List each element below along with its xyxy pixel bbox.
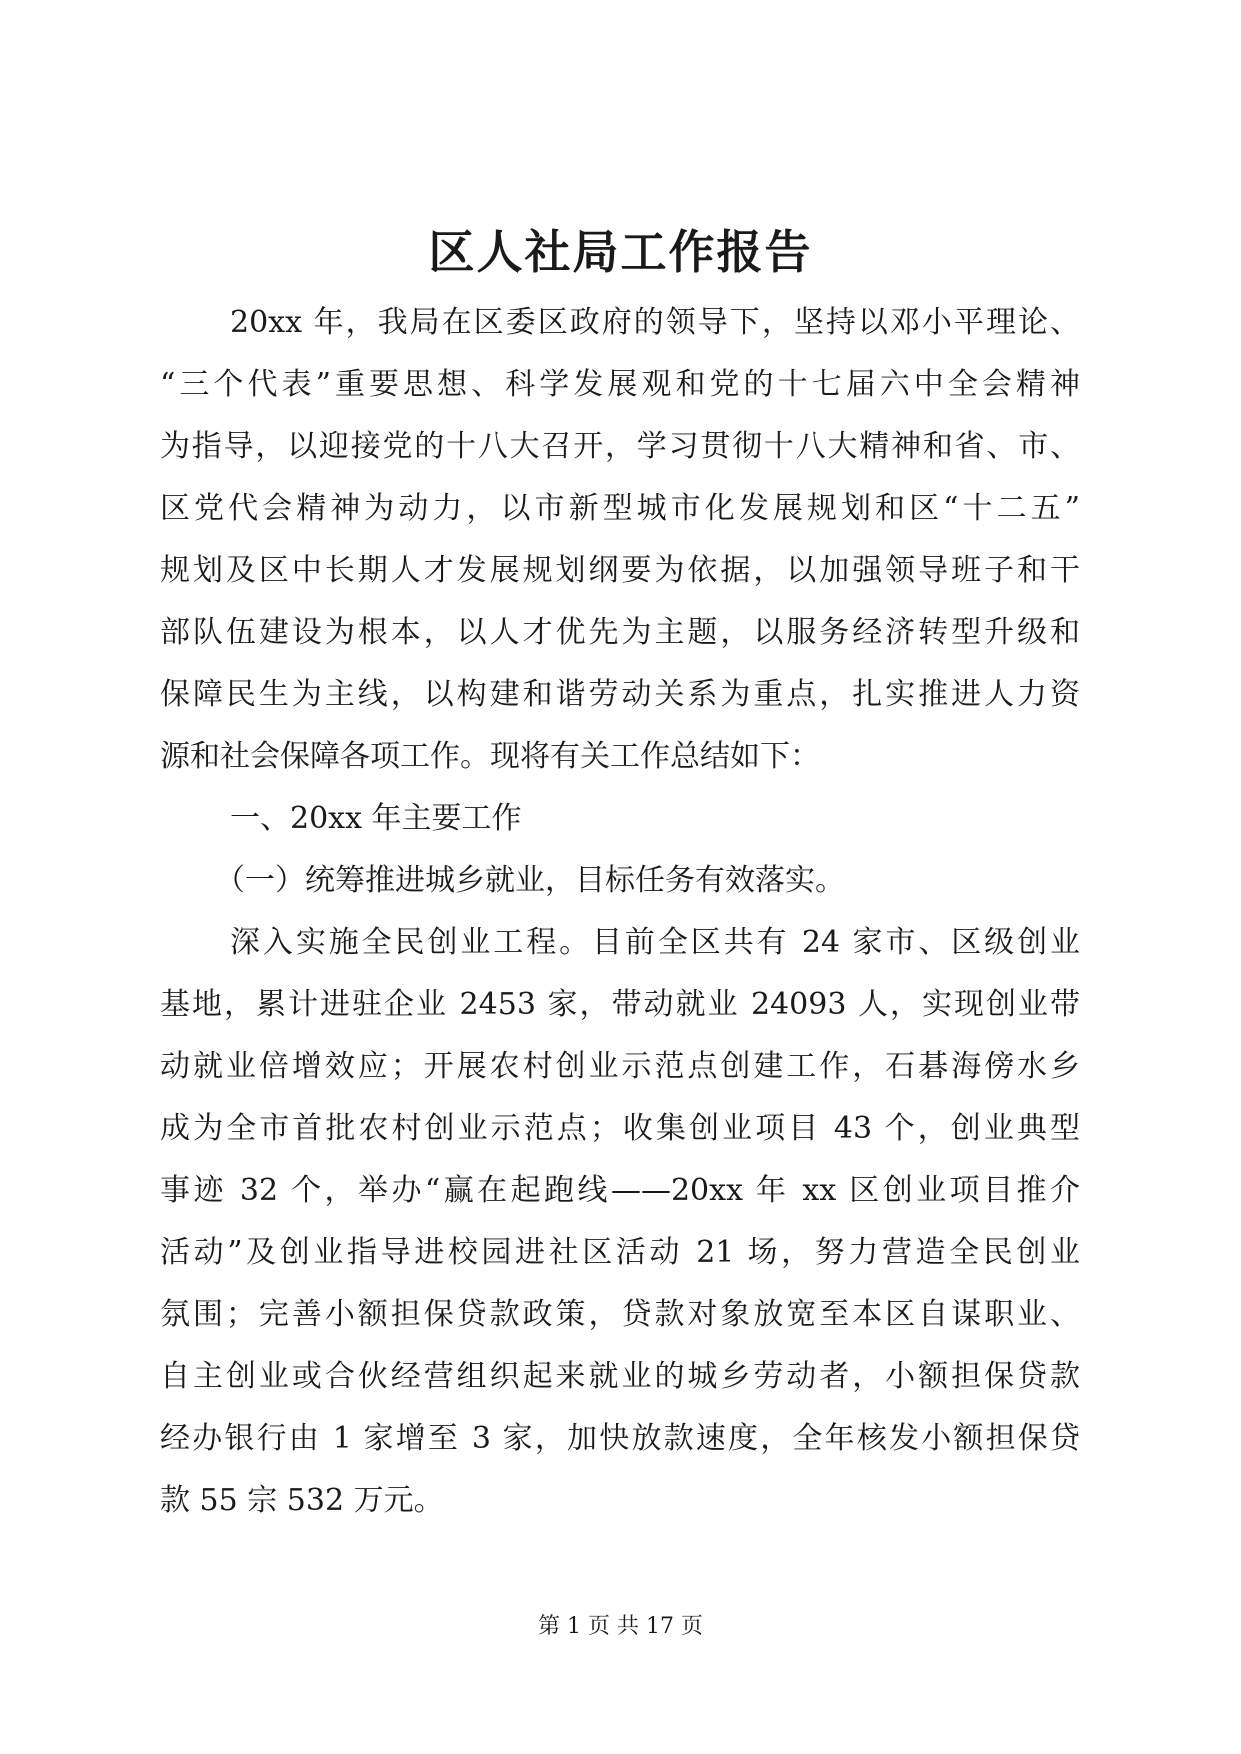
paragraph-line: 款 55 宗 532 万元。	[160, 1483, 444, 1518]
paragraph-line: 动就业倍增效应；开展农村创业示范点创建工作，石碁海傍水乡	[160, 1049, 1080, 1084]
paragraph-line: 深入实施全民创业工程。目前全区共有 24 家市、区级创业	[230, 925, 1080, 960]
paragraph-line: 氛围；完善小额担保贷款政策，贷款对象放宽至本区自谋职业、	[160, 1297, 1080, 1332]
paragraph-line: 成为全市首批农村创业示范点；收集创业项目 43 个，创业典型	[160, 1111, 1080, 1146]
paragraph-line: “三个代表”重要思想、科学发展观和党的十七届六中全会精神	[160, 367, 1080, 402]
page-number-footer: 第 1 页 共 17 页	[538, 1614, 703, 1639]
paragraph-line: 经办银行由 1 家增至 3 家，加快放款速度，全年核发小额担保贷	[160, 1421, 1080, 1456]
document-body	[160, 292, 1080, 1532]
paragraph-line: 自主创业或合伙经营组织起来就业的城乡劳动者，小额担保贷款	[160, 1359, 1080, 1394]
paragraph-line: 事迹 32 个，举办“赢在起跑线——20xx 年 xx 区创业项目推介	[160, 1173, 1080, 1208]
paragraph-line: 保障民生为主线，以构建和谐劳动关系为重点，扎实推进人力资	[160, 677, 1080, 712]
paragraph-line: 为指导，以迎接党的十八大召开，学习贯彻十八大精神和省、市、	[160, 429, 1080, 464]
paragraph-line: 规划及区中长期人才发展规划纲要为依据，以加强领导班子和干	[160, 553, 1080, 588]
paragraph-line: 活动”及创业指导进校园进社区活动 21 场，努力营造全民创业	[160, 1235, 1080, 1270]
document-title: 区人社局工作报告	[428, 225, 813, 279]
paragraph-line: 基地，累计进驻企业 2453 家，带动就业 24093 人，实现创业带	[160, 987, 1080, 1022]
paragraph-line: 部队伍建设为根本，以人才优先为主题，以服务经济转型升级和	[160, 615, 1080, 650]
section-heading: 一、20xx 年主要工作	[230, 801, 522, 836]
paragraph-line: 20xx 年，我局在区委区政府的领导下，坚持以邓小平理论、	[230, 305, 1080, 340]
subsection-heading: （一）统筹推进城乡就业，目标任务有效落实。	[215, 863, 845, 898]
paragraph-line: 区党代会精神为动力，以市新型城市化发展规划和区“十二五”	[160, 491, 1080, 526]
paragraph-line: 源和社会保障各项工作。现将有关工作总结如下：	[160, 739, 820, 774]
